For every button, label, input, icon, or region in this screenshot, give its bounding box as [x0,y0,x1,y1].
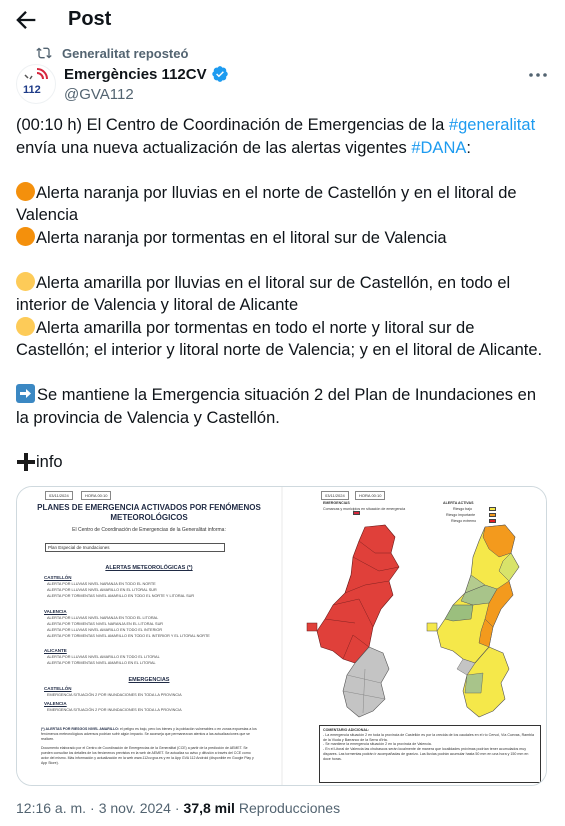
document-page-left [17,487,281,786]
page-title: Post [68,8,112,30]
doc-line: ALERTA POR LLUVIAS NIVEL AMARILLO EN EL LITORAL SUR [47,588,157,592]
doc-title: PLANES DE EMERGENCIA ACTIVADOS POR FENÓMENOS METEOROLÓGICOS [37,503,261,522]
doc-alerts-title: ALERTAS METEOROLÓGICAS (*) [105,565,193,571]
doc-line: EMERGENCIA SITUACIÓN 2 POR INUNDACIONES EN TODA LA PROVINCIA [47,708,182,712]
svg-text:112: 112 [23,84,41,96]
alert-yellow-1: Alerta amarilla por lluvias en el litoral sur de Castellón, en todo el interior de Valencia y litoral de Alicante [16,273,511,314]
separator: · [90,800,95,816]
avatar[interactable] [16,64,56,104]
comment-line: - Se mantiene la emergencia situación 2 en la provincia de Valencia. [323,742,432,747]
doc-time: HORA 00:10 [81,491,111,500]
alerts-map [423,523,541,728]
doc-emergencias-title: EMERGENCIAS [128,677,170,683]
doc-line: ALERTA POR TORMENTAS NIVEL NARANJA EN EL LITORAL SUR [47,622,164,626]
verified-badge-icon [211,65,229,83]
tweet-text: (00:10 h) El Centro de Coordinación de Emergencias de la #generalitat envía una nueva actualización de las alertas vigentes #DANA: Alerta naranja por lluvias en el norte de Castellón y en el litoral de Valencia Alerta naranja por tormentas en el litoral sur de Valencia Alerta amarilla por lluvias en el litoral sur de Castellón, en todo el interior de Valencia y litoral de Alicante Alerta amarilla por tormentas en todo el norte y litoral sur de Castellón; el interior y litoral norte de Valencia; y en el litoral de Alicante. Se mantiene la Emergencia situación 2 del Plan de Inundaciones en la provincia de Valencia y Castellón. [16,116,543,427]
author-handle[interactable]: @GVA112 [64,86,134,103]
post-date[interactable]: 3 nov. 2024 [98,800,171,816]
legend-orange-label: Riesgo importante [446,513,476,517]
doc-subtitle: El Centro de Coordinación de Emergencias de la Generalitat informa: [72,527,226,533]
doc-emerg-castellon: CASTELLÓN [44,686,72,691]
doc-emerg-valencia: VALENCIA [44,701,67,706]
doc-line: ALERTA POR TORMENTAS NIVEL AMARILLO EN TODO EL NORTE Y LITORAL SUR [47,594,195,598]
alert-yellow-2: Alerta amarilla por tormentas en todo el norte y litoral sur de Castellón; el interior y litoral norte de Valencia; y en el litoral de Alicante. [16,318,543,359]
map-time: HORA 00:10 [355,491,385,500]
doc-line: ALERTA POR TORMENTAS NIVEL AMARILLO EN TODO EL INTERIOR Y EL LITORAL NORTE [47,634,210,638]
doc-line: ALERTA POR LLUVIAS NIVEL AMARILLO EN TODO EL INTERIOR [47,628,163,632]
emergency-notice: Se mantiene la Emergencia situación 2 del Plan de Inundaciones en la provincia de Valencia y Castellón. [16,386,536,427]
hashtag-generalitat[interactable]: #generalitat [448,116,536,134]
author-name[interactable]: Emergències 112CV [64,65,207,83]
orange-circle-icon [16,227,35,246]
legend-orange-swatch [489,513,496,517]
plus-icon [16,452,36,472]
orange-circle-icon [16,182,35,201]
comment-line: - La emergencia situación 2 en toda la provincia de Castellón es por la crecida de los caudales en el río Cervol, Vía Cuevas, Rambla de la Viuda y Barranco de la Serra d'Irta. [323,732,534,742]
doc-line: ALERTA POR LLUVIAS NIVEL AMARILLO EN TODO EL LITORAL [47,655,160,659]
separator: · [174,800,180,816]
post-time[interactable]: 12:16 a. m. [16,800,87,816]
emergencias-legend-desc: Comarcas y municipios en situación de emergencia [323,507,406,511]
repost-icon [36,45,52,61]
views-count: 37,8 mil [183,800,235,816]
doc-alicante: ALICANTE [44,648,67,653]
alertas-legend-title: ALERTA ACTIVAS [443,501,474,505]
top-bar [0,0,565,40]
more-options-icon[interactable] [528,72,548,78]
info-label: info [36,452,63,471]
yellow-circle-icon [16,272,35,291]
comment-box [319,725,541,783]
repost-label: Generalitat reposteó [62,45,189,61]
doc-date: 03/11/2024 [45,491,73,500]
yellow-circle-icon [16,317,35,336]
alert-orange-2: Alerta naranja por tormentas en el litoral sur de Valencia [36,228,447,247]
avatar-logo-icon [17,65,56,104]
alert-orange-1: Alerta naranja por lluvias en el norte de Castellón y en el litoral de Valencia [16,183,517,224]
comment-title: COMENTARIO ADICIONAL: [323,728,370,732]
comment-line: - En el Litoral de Valencia las chubascos serán localmente de manera que localidades próximas podrían tener acumulados muy dispares. Las tormentas podrán ir acompañadas de granizo. Las lluvias podrán acumular hasta 50 mm en una hora y 150 mm en doce horas. [323,747,529,761]
doc-plan-box: Plan Especial de Inundaciones [45,543,225,552]
map-date: 03/11/2024 [321,491,349,500]
legend-red-label: Riesgo extremo [451,519,477,523]
emergency-map [303,523,421,728]
document-page-right [283,487,547,786]
doc-footnote: (*) ALERTAS POR RIESGOS NIVEL AMARILLO: el peligro es bajo, pero los bienes y la población vulnerables o en zonas expuestas a los fenómenos meteorológicos adversos podrían sufrir algún impacto. Se aconseja que permanezcan atentos a las actualizaciones que se realicen. Documento elaborado por el Centro de Coordinación de Emergencias de la Generalitat (CCE) a partir de la predicción de AEMET. Se pueden consultar los detalles de los fenómenos previstos en la web de AEMET. Se actualiza su aviso y difusión a través del CCE como actor del mismo. Más información y actualización en la web www.112cv.gva.es y en la App GVA 112 Android (disponible en Google Play y App Store). [41,727,257,765]
hashtag-dana[interactable]: #DANA [411,138,467,157]
doc-line: ALERTA POR LLUVIAS NIVEL NARANJA EN TODO EL NORTE [47,582,156,586]
doc-castellon: CASTELLÓN [44,575,72,580]
doc-line: EMERGENCIA SITUACIÓN 2 POR INUNDACIONES EN TODA LA PROVINCIA [47,693,182,697]
legend-yellow-label: Riesgo bajo [453,507,472,511]
doc-line: ALERTA POR TORMENTAS NIVEL AMARILLO EN EL LITORAL [47,661,156,665]
tweet-media[interactable] [16,486,547,786]
legend-yellow-swatch [489,507,496,511]
repost-indicator[interactable] [36,44,188,62]
tweet-meta [16,800,340,816]
doc-line: ALERTA POR LLUVIAS NIVEL NARANJA EN TODO EL LITORAL [47,616,159,620]
views-label: Reproducciones [238,800,341,816]
back-arrow-icon[interactable] [12,6,40,34]
doc-valencia: VALENCIA [44,609,67,614]
legend-red-swatch [353,511,360,515]
author-name-row[interactable] [64,65,229,83]
emergencias-legend-title: EMERGENCIAS [323,501,350,505]
right-arrow-icon [16,384,35,403]
info-line [16,452,63,472]
